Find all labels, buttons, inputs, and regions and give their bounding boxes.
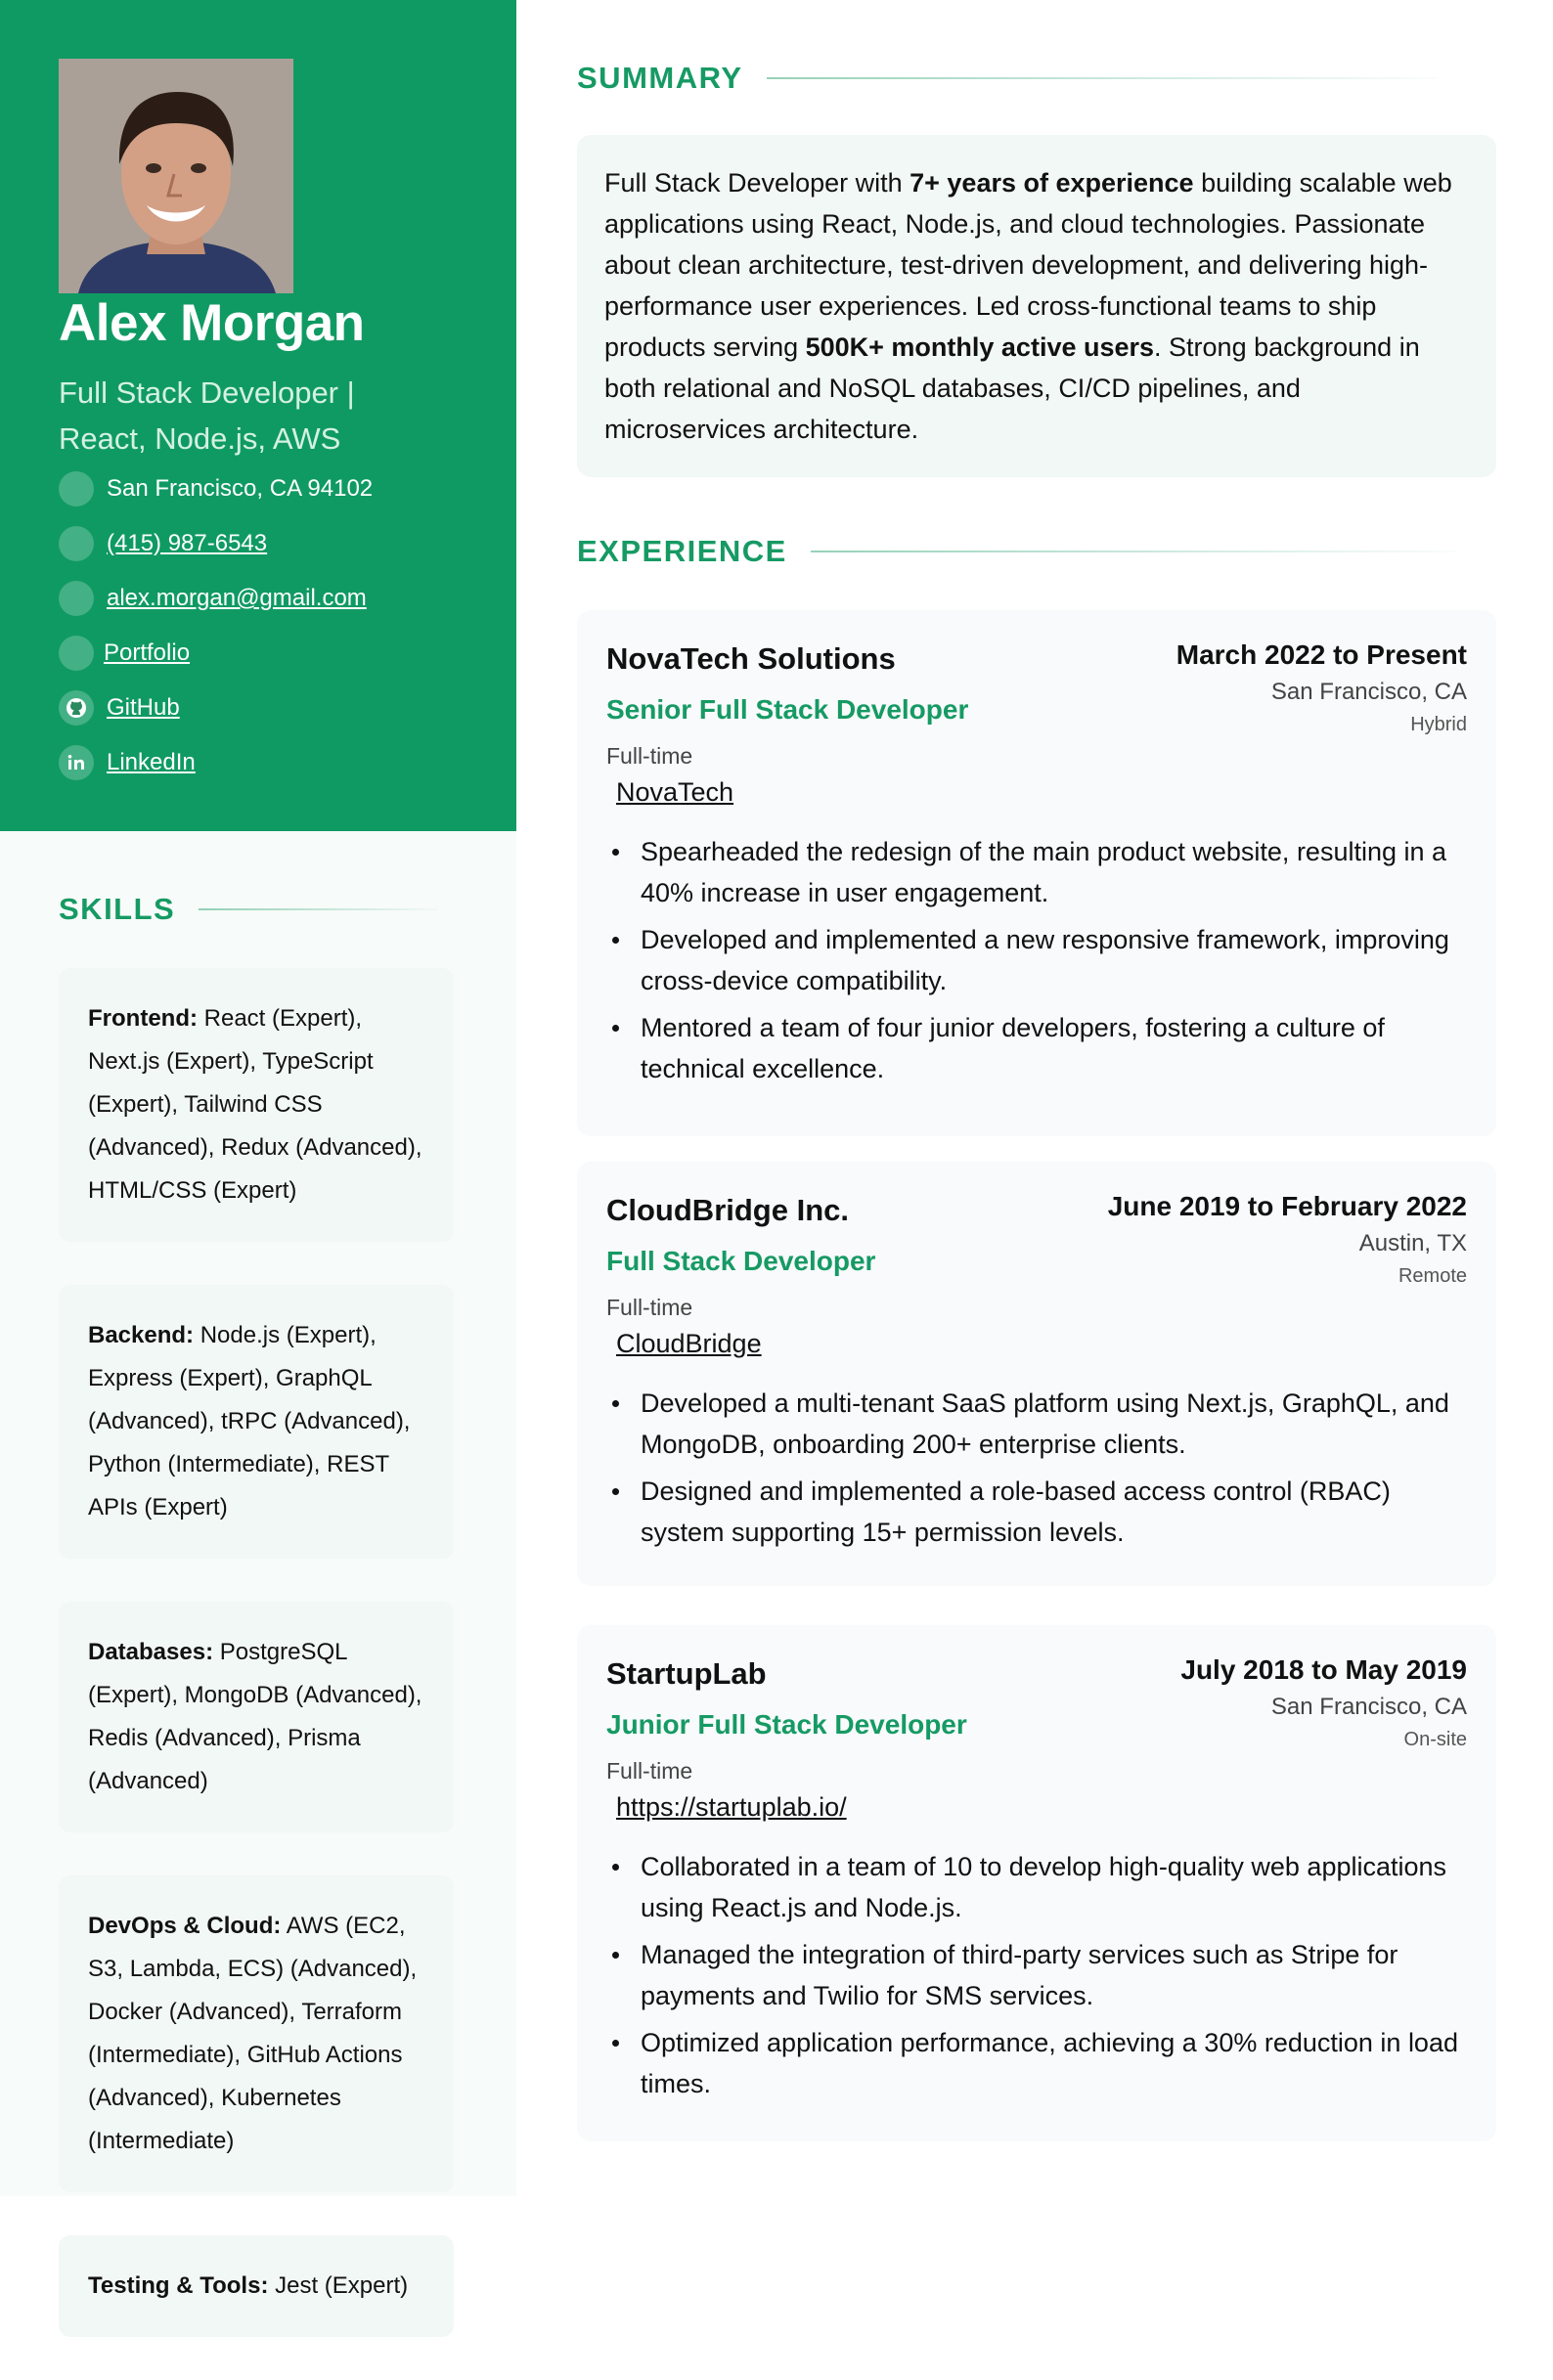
summary-text-1: Full Stack Developer with — [604, 168, 910, 198]
experience-heading — [577, 534, 1457, 569]
sidebar — [0, 0, 516, 2299]
skill-group-backend — [59, 1285, 454, 1559]
job-bullet: Spearheaded the redesign of the main product website, resulting in a 40% increase in user engagement. — [606, 831, 1467, 913]
company-link[interactable]: CloudBridge — [616, 1329, 762, 1358]
email-link[interactable]: alex.morgan@gmail.com — [107, 585, 367, 611]
company-name: NovaTech Solutions — [606, 641, 896, 676]
skill-group-label: Testing & Tools: — [88, 2272, 269, 2299]
skill-group-testing — [59, 2235, 454, 2337]
skill-group-text: Node.js (Expert), Express (Expert), GraphQL (Advanced), tRPC (Advanced), Python (Intermediate), REST APIs (Expert) — [88, 1322, 411, 1521]
company-name: CloudBridge Inc. — [606, 1193, 849, 1227]
job-title: Senior Full Stack Developer — [606, 694, 969, 725]
job-entry-cloudbridge — [577, 1162, 1496, 1586]
work-mode: Hybrid — [1410, 714, 1467, 735]
linkedin-link[interactable]: LinkedIn — [107, 749, 196, 775]
summary-heading-rule — [767, 77, 1438, 79]
job-bullet: Collaborated in a team of 10 to develop high-quality web applications using React.js and Node.js. — [606, 1846, 1467, 1928]
skill-group-label: Databases: — [88, 1639, 214, 1665]
job-entry-startuplab — [577, 1625, 1496, 2141]
skills-heading — [59, 892, 438, 927]
skill-group-frontend — [59, 968, 454, 1242]
sidebar-header — [0, 0, 516, 831]
employment-type: Full-time — [606, 1758, 693, 1784]
skill-group-label: Backend: — [88, 1322, 195, 1348]
company-link[interactable]: NovaTech — [616, 777, 734, 807]
job-bullet: Developed and implemented a new responsive framework, improving cross-device compatibility. — [606, 919, 1467, 1001]
job-title: Full Stack Developer — [606, 1246, 876, 1276]
contact-github — [59, 681, 489, 735]
job-bullets — [606, 831, 1467, 1089]
candidate-headline — [59, 370, 489, 462]
summary-highlight-users: 500K+ monthly active users — [805, 332, 1155, 362]
contact-email — [59, 571, 489, 626]
linkedin-icon — [59, 745, 94, 780]
job-bullets — [606, 1846, 1467, 2104]
job-location: San Francisco, CA — [1270, 1694, 1467, 1720]
job-bullet: Managed the integration of third-party services such as Stripe for payments and Twilio for SMS services. — [606, 1934, 1467, 2016]
job-location: San Francisco, CA — [1270, 679, 1467, 705]
employment-type: Full-time — [606, 1295, 693, 1320]
skills-list — [59, 968, 454, 2380]
phone-link[interactable]: (415) 987-6543 — [107, 530, 268, 556]
job-entry-novatech — [577, 610, 1496, 1136]
skill-group-databases — [59, 1602, 454, 1832]
location-text: San Francisco, CA 94102 — [107, 475, 374, 502]
skill-group-label: DevOps & Cloud: — [88, 1913, 282, 1939]
skill-group-text: React (Expert), Next.js (Expert), TypeScript (Expert), Tailwind CSS (Advanced), Redux (Advanced), HTML/CSS (Expert) — [88, 1005, 422, 1204]
job-bullet: Developed a multi-tenant SaaS platform using Next.js, GraphQL, and MongoDB, onboarding 200+ enterprise clients. — [606, 1383, 1467, 1465]
contact-linkedin — [59, 735, 489, 790]
job-header — [606, 1651, 1467, 1836]
experience-heading-text: EXPERIENCE — [577, 534, 787, 568]
headline-line-2: React, Node.js, AWS — [59, 421, 341, 456]
experience-heading-rule — [811, 551, 1457, 552]
company-name: StartupLab — [606, 1656, 767, 1691]
summary-heading — [577, 61, 1438, 96]
summary-text-3: . Strong background in both relational and NoSQL databases, CI/CD pipelines, and microservices architecture. — [604, 332, 1420, 444]
job-dates: July 2018 to May 2019 — [1180, 1654, 1467, 1685]
contact-location — [59, 462, 489, 516]
skills-heading-text: SKILLS — [59, 892, 176, 926]
job-location: Austin, TX — [1358, 1230, 1467, 1256]
job-bullet: Designed and implemented a role-based access control (RBAC) system supporting 15+ permission levels. — [606, 1471, 1467, 1553]
summary-card — [577, 135, 1496, 477]
mail-icon — [59, 581, 94, 616]
job-header — [606, 636, 1467, 821]
employment-type: Full-time — [606, 743, 693, 769]
summary-text-2: building scalable web applications using React, Node.js, and cloud technologies. Passionate about clean architecture, test-driven development, and delivering high-performance user experiences. Led cross-functional teams to ship products serving — [604, 168, 1452, 362]
skill-group-text: PostgreSQL (Expert), MongoDB (Advanced), Redis (Advanced), Prisma (Advanced) — [88, 1639, 422, 1794]
headline-line-1: Full Stack Developer | — [59, 375, 355, 410]
contact-list — [59, 462, 489, 790]
job-bullets — [606, 1383, 1467, 1553]
job-bullet: Optimized application performance, achieving a 30% reduction in load times. — [606, 2022, 1467, 2104]
github-icon — [59, 690, 94, 726]
work-mode: On-site — [1403, 1729, 1467, 1750]
skill-group-label: Frontend: — [88, 1005, 198, 1032]
job-dates: March 2022 to Present — [1176, 639, 1467, 670]
map-pin-icon — [59, 471, 94, 507]
skill-group-text: Jest (Expert) — [275, 2272, 409, 2299]
skill-group-text: AWS (EC2, S3, Lambda, ECS) (Advanced), Docker (Advanced), Terraform (Intermediate), GitHub Actions (Advanced), Kubernetes (Intermediate) — [88, 1913, 418, 2154]
company-link[interactable]: https://startuplab.io/ — [616, 1792, 847, 1822]
github-link[interactable]: GitHub — [107, 694, 180, 721]
summary-highlight-experience: 7+ years of experience — [910, 168, 1194, 198]
globe-icon — [59, 636, 94, 671]
skills-heading-rule — [199, 908, 438, 910]
job-dates: June 2019 to February 2022 — [1107, 1191, 1467, 1221]
contact-portfolio — [59, 626, 489, 681]
work-mode: Remote — [1398, 1265, 1467, 1287]
profile-photo — [59, 59, 293, 293]
contact-phone — [59, 516, 489, 571]
skill-group-devops — [59, 1875, 454, 2192]
candidate-name: Alex Morgan — [59, 294, 365, 352]
phone-icon — [59, 526, 94, 561]
job-bullet: Mentored a team of four junior developers, fostering a culture of technical excellence. — [606, 1007, 1467, 1089]
portfolio-link[interactable]: Portfolio — [104, 639, 191, 666]
job-header — [606, 1187, 1467, 1373]
summary-heading-text: SUMMARY — [577, 61, 743, 95]
job-title: Junior Full Stack Developer — [606, 1709, 967, 1740]
